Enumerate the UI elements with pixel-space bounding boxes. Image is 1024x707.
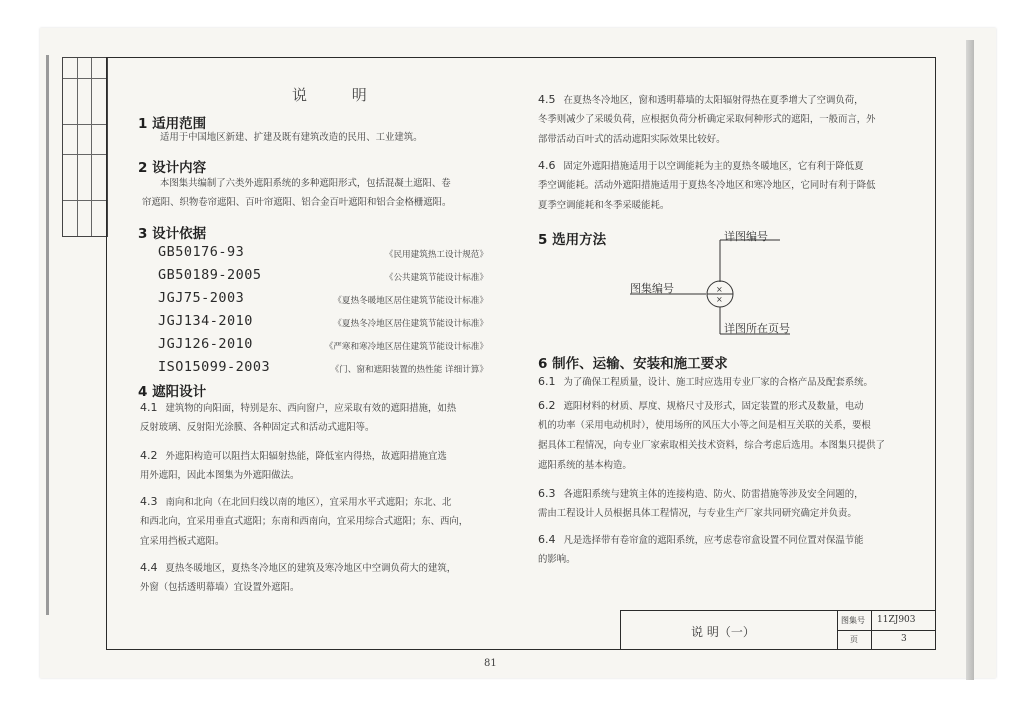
clause-text [140, 446, 447, 467]
standard-code: JGJ126-2010 [158, 336, 253, 352]
clause-line: 季空调能耗。活动外遮阳措施适用于夏热冬冷地区和寒冷地区，它同时有利于降低 [538, 180, 876, 191]
section-heading-selection: 5 选用方法 [538, 232, 607, 248]
clause-line: 夏季空调能耗和冬季采暖能耗。 [538, 200, 670, 211]
standard-name: 《门、窗和遮阳装置的热性能 详细计算》 [330, 365, 488, 375]
standard-name: 《严寒和寒冷地区居住建筑节能设计标准》 [324, 342, 488, 352]
clause-line: 据具体工程情况，向专业厂家索取相关技术资料，综合考虑后选用。本图集只提供了 [538, 440, 885, 451]
standard-code: GB50189-2005 [158, 267, 262, 283]
table-divider [91, 58, 92, 236]
table-divider [77, 58, 78, 236]
title-block-divider [837, 630, 935, 631]
standard-code: JGJ75-2003 [158, 290, 245, 306]
clause-line: 机的功率（采用电动机时），使用场所的风压大小等之间是相互关联的关系，要根 [538, 420, 871, 431]
clause-line: 外遮阳构造可以阻挡太阳辐射热能，降低室内得热，故遮阳措施宜选 [165, 451, 447, 462]
atlas-value: 11ZJ903 [877, 615, 916, 625]
clause-line: 固定外遮阳措施适用于以空调能耗为主的夏热冬暖地区，它有利于降低夏 [563, 161, 864, 172]
clause-line: 遮阳材料的材质、厚度、规格尺寸及形式，固定装置的形式及数量，电动 [563, 401, 864, 412]
clause-line: 南向和北向（在北回归线以南的地区），宜采用水平式遮阳；东北、北 [165, 497, 452, 508]
clause-line: 各遮阳系统与建筑主体的连接构造、防火、防雷措施等涉及安全问题的， [563, 489, 864, 500]
clause-line: 反射玻璃、反射阳光涂膜、各种固定式和活动式遮阳等。 [140, 422, 375, 433]
scan-edge [0, 0, 1024, 6]
page-edge-shadow [966, 40, 974, 680]
section-heading-content: 2 设计内容 [138, 160, 207, 176]
sheet-title: 说 明（一） [691, 625, 755, 639]
standard-name: 《夏热冬暖地区居住建筑节能设计标准》 [333, 296, 488, 306]
title-block [620, 610, 935, 649]
clause-number: 4.5 [538, 93, 556, 106]
page-title: 说 明 [292, 86, 387, 104]
clause-text [538, 530, 864, 551]
page-number: 81 [484, 658, 497, 669]
content-text-line: 帘遮阳、织物卷帘遮阳、百叶帘遮阳、铝合金百叶遮阳和铝合金格栅遮阳。 [142, 197, 452, 208]
table-divider [63, 124, 107, 125]
page-location-label: 详图所在页号 [724, 322, 790, 335]
clause-number: 6.2 [538, 399, 556, 412]
clause-line: 冬季则减少了采暖负荷，应根据负荷分析确定采取何种形式的遮阳，一般而言，外 [538, 114, 876, 125]
standard-code: JGJ134-2010 [158, 313, 253, 329]
clause-line: 为了确保工程质量，设计、施工时应选用专业厂家的合格产品及配套系统。 [563, 377, 873, 388]
standard-code: GB50176-93 [158, 244, 245, 260]
table-divider [63, 154, 107, 155]
clause-text [140, 398, 456, 419]
clause-line: 的影响。 [538, 554, 576, 565]
clause-line: 和西北向，宜采用垂直式遮阳；东南和西南向，宜采用综合式遮阳；东、西向， [140, 516, 469, 527]
clause-number: 4.2 [140, 449, 158, 462]
binding-edge [46, 55, 49, 615]
clause-line: 凡是选择带有卷帘盒的遮阳系统，应考虑卷帘盒设置不同位置对保温节能 [563, 535, 864, 546]
clause-number: 6.4 [538, 533, 556, 546]
section-heading-shading-design: 4 遮阳设计 [138, 384, 207, 400]
signature-table [62, 57, 108, 237]
clause-text [538, 484, 864, 505]
clause-number: 4.4 [140, 561, 158, 574]
clause-line: 遮阳系统的基本构造。 [538, 460, 632, 471]
clause-line: 宜采用挡板式遮阳。 [140, 536, 225, 547]
section-heading-scope: 1 适用范围 [138, 116, 207, 132]
clause-line: 需由工程设计人员根据具体工程情况，与专业生产厂家共同研究确定并负责。 [538, 508, 857, 519]
atlas-number-label: 图集编号 [630, 282, 674, 295]
page-value: 3 [901, 634, 907, 644]
atlas-label: 图集号 [841, 616, 865, 625]
content-text-line: 本图集共编制了六类外遮阳系统的多种遮阳形式，包括混凝土遮阳、卷 [160, 178, 451, 189]
page-label: 页 [850, 635, 858, 644]
clause-line: 夏热冬暖地区，夏热冬冷地区的建筑及寒冷地区中空调负荷大的建筑， [165, 563, 457, 574]
standard-name: 《民用建筑热工设计规范》 [384, 250, 488, 260]
section-heading-fabrication: 6 制作、运输、安装和施工要求 [538, 356, 728, 372]
detail-number-label: 详图编号 [724, 230, 768, 243]
clause-number: 4.3 [140, 495, 158, 508]
scope-text: 适用于中国地区新建、扩建及既有建筑改造的民用、工业建筑。 [160, 132, 423, 143]
table-divider [63, 200, 107, 201]
clause-line: 用外遮阳，因此本图集为外遮阳做法。 [140, 470, 300, 481]
standard-name: 《公共建筑节能设计标准》 [384, 273, 488, 283]
clause-number: 6.3 [538, 487, 556, 500]
standard-code: ISO15099-2003 [158, 359, 271, 375]
circle-symbol-top: × [716, 285, 723, 294]
clause-line: 在夏热冬冷地区，窗和透明幕墙的太阳辐射得热在夏季增大了空调负荷， [563, 95, 864, 106]
table-divider [63, 78, 107, 79]
clause-line: 外窗（包括透明幕墙）宜设置外遮阳。 [140, 582, 300, 593]
clause-text [538, 90, 864, 111]
clause-text [538, 396, 864, 417]
clause-text [538, 372, 873, 393]
clause-text [140, 492, 451, 513]
clause-text [538, 156, 864, 177]
clause-number: 4.1 [140, 401, 158, 414]
standard-name: 《夏热冬冷地区居住建筑节能设计标准》 [333, 319, 488, 329]
clause-number: 6.1 [538, 375, 556, 388]
clause-number: 4.6 [538, 159, 556, 172]
section-heading-basis: 3 设计依据 [138, 226, 207, 242]
clause-line: 建筑物的向阳面，特别是东、西向窗户，应采取有效的遮阳措施，如热 [165, 403, 457, 414]
circle-symbol-bottom: × [716, 295, 723, 304]
clause-line: 部带活动百叶式的活动遮阳实际效果比较好。 [538, 134, 726, 145]
clause-text [140, 558, 456, 579]
